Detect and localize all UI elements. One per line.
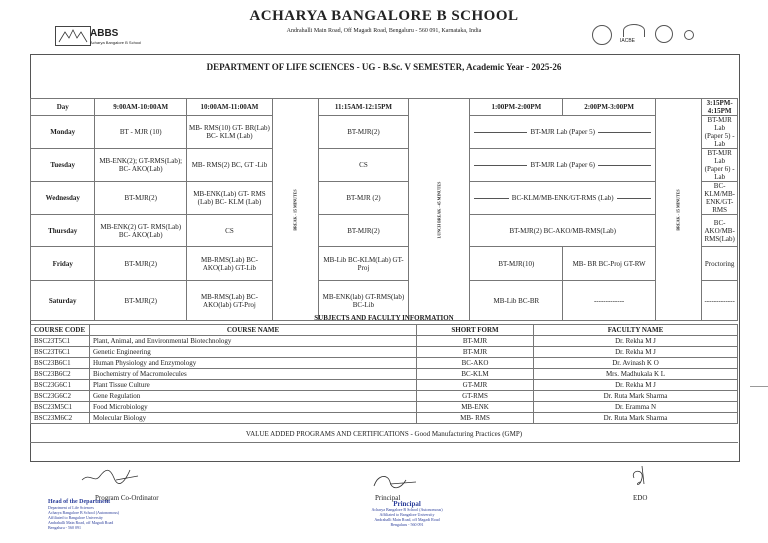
slot-cell: MB-RMS(Lab) BC-AKO(Lab) GT-Lib — [186, 247, 272, 281]
slot-cell: BT-MJR(2) — [95, 281, 187, 321]
table-row — [31, 380, 738, 391]
hod-stamp — [48, 500, 138, 530]
course-name: Plant, Animal, and Environmental Biotechnology — [90, 336, 417, 347]
slot-cell: MB-ENK(2) GT- RMS(Lab) BC- AKO(Lab) — [95, 215, 187, 247]
break2-column: BREAK - 15 MINUTES — [656, 99, 702, 321]
slot-cell: MB- RMS(10) GT- BR(Lab) BC- KLM (Lab) — [186, 116, 272, 149]
empty-row — [30, 442, 738, 461]
stamp-line: Acharya Bangalore B School (Autonomous) — [371, 507, 443, 512]
faculty-name: Mrs. Madhukala K L — [534, 369, 738, 380]
col-slot-3: 11:15AM-12:15PM — [319, 99, 409, 116]
course-name: Gene Regulation — [90, 391, 417, 402]
course-code: BSC23G6C1 — [31, 380, 90, 391]
school-title: ACHARYA BANGALORE B SCHOOL — [249, 8, 519, 24]
col-slot-6: 3:15PM-4:15PM — [702, 99, 738, 116]
coordinator-label: Program Co-Ordinator — [95, 494, 159, 502]
iacbe-label: IACBE — [620, 38, 636, 44]
course-code: BSC23B6C2 — [31, 369, 90, 380]
table-row — [31, 336, 738, 347]
principal-label: Principal — [375, 494, 401, 502]
col-slot-4: 1:00PM-2:00PM — [470, 99, 563, 116]
col-slot-2: 10:00AM-11:00AM — [186, 99, 272, 116]
stamp-line: Bengaluru - 560 091 — [390, 522, 424, 527]
stamp-line: Andrahalli Main Road, off Magadi Road — [374, 517, 440, 522]
table-row — [31, 358, 738, 369]
slot-cell: BT-MJR(2) — [319, 215, 409, 247]
short-form: GT-RMS — [417, 391, 534, 402]
day-cell: Monday — [31, 116, 95, 149]
table-row — [31, 391, 738, 402]
short-form: MB- RMS — [417, 413, 534, 424]
principal-stamp-title: Principal — [393, 500, 421, 508]
lab-span-cell: BC-KLM/MB-ENK/GT-RMS (Lab) — [470, 182, 656, 215]
table-row — [31, 182, 738, 215]
margin-mark — [750, 386, 768, 387]
principal-signature-icon — [370, 470, 420, 497]
table-row — [31, 149, 738, 182]
course-name: Molecular Biology — [90, 413, 417, 424]
university-seal-icon — [592, 25, 612, 45]
faculty-name: Dr. Rekha M J — [534, 336, 738, 347]
logo-subtitle: Acharya Bangalore B School — [90, 40, 142, 45]
course-code: BSC23B6C1 — [31, 358, 90, 369]
course-code: BSC23M5C1 — [31, 402, 90, 413]
break-column: BREAK - 15 MINUTES — [272, 99, 318, 321]
day-cell: Saturday — [31, 281, 95, 321]
slot-cell: CS — [319, 149, 409, 182]
slot-cell: ------------- — [563, 281, 656, 321]
slot-cell: MB- RMS(2) BC, GT -Lib — [186, 149, 272, 182]
table-row — [31, 116, 738, 149]
lab-span-cell: BT-MJR Lab (Paper 6) — [470, 149, 656, 182]
timetable-header-row — [31, 99, 738, 116]
timetable — [30, 98, 738, 321]
stamp-line: Andrahalli Main Road, off Magadi Road — [48, 520, 114, 525]
col-course-name: COURSE NAME — [90, 325, 417, 336]
accreditation-seal-icon — [655, 25, 673, 43]
short-form: MB-ENK — [417, 402, 534, 413]
course-code: BSC23T5C1 — [31, 336, 90, 347]
table-row — [31, 369, 738, 380]
course-code: BSC23M6C2 — [31, 413, 90, 424]
table-row — [31, 402, 738, 413]
faculty-name: Dr. Rekha M J — [534, 380, 738, 391]
course-name: Plant Tissue Culture — [90, 380, 417, 391]
short-form: BT-MJR — [417, 347, 534, 358]
lab-span-cell: BT-MJR Lab (Paper 5) — [470, 116, 656, 149]
principal-stamp — [352, 502, 462, 527]
course-name: Human Physiology and Enzymology — [90, 358, 417, 369]
stamp-line: Affiliated to Bangalore University — [48, 515, 103, 520]
slot-cell: MB-Lib BC-KLM(Lab) GT- Proj — [319, 247, 409, 281]
logo-name: ABBS — [90, 28, 119, 39]
stamp-line: Acharya Bangalore B School (Autonomous) — [48, 510, 120, 515]
course-name: Food Microbiology — [90, 402, 417, 413]
course-name: Genetic Engineering — [90, 347, 417, 358]
slot-cell: BT-MJR (2) — [319, 182, 409, 215]
col-slot-1: 9:00AM-10:00AM — [95, 99, 187, 116]
faculty-name: Dr. Rekha M J — [534, 347, 738, 358]
day-cell: Wednesday — [31, 182, 95, 215]
course-name: Biochemistry of Macromolecules — [90, 369, 417, 380]
slot-cell: MB-ENK(lab) GT-RMS(lab) BC-Lib — [319, 281, 409, 321]
slot-cell: BT-MJR Lab (Paper 6) -Lab — [702, 149, 738, 182]
slot-cell: BT-MJR(2) — [95, 182, 187, 215]
col-slot-5: 2:00PM-3:00PM — [563, 99, 656, 116]
table-row — [31, 413, 738, 424]
lab-span-cell: BT-MJR(2) BC-AKO/MB-RMS(Lab) — [470, 215, 656, 247]
faculty-name: Dr. Avinash K O — [534, 358, 738, 369]
slot-cell: BC-KLM/MB-ENK/GT-RMS — [702, 182, 738, 215]
table-row — [31, 347, 738, 358]
edo-label: EDO — [633, 494, 648, 502]
subjects-table — [30, 324, 738, 424]
faculty-name: Dr. Eramma N — [534, 402, 738, 413]
slot-cell: BT-MJR(10) — [470, 247, 563, 281]
short-form: GT-MJR — [417, 380, 534, 391]
course-code: BSC23G6C2 — [31, 391, 90, 402]
course-code: BSC23T6C1 — [31, 347, 90, 358]
day-cell: Thursday — [31, 215, 95, 247]
slot-cell: MB-ENK(2); GT-RMS(Lab); BC- AKO(Lab) — [95, 149, 187, 182]
col-faculty-name: FACULTY NAME — [534, 325, 738, 336]
slot-cell: MB-Lib BC-BR — [470, 281, 563, 321]
slot-cell: CS — [186, 215, 272, 247]
day-cell: Friday — [31, 247, 95, 281]
small-seal-icon — [684, 30, 694, 40]
school-address: Andrahalli Main Road, Off Magadi Road, Bengaluru - 560 091, Karnataka, India — [286, 28, 482, 34]
subjects-header-row — [31, 325, 738, 336]
value-added-programs: VALUE ADDED PROGRAMS AND CERTIFICATIONS - Good Manufacturing Practices (GMP) — [245, 430, 523, 438]
subjects-heading: SUBJECTS AND FACULTY INFORMATION — [314, 314, 454, 322]
table-row — [31, 215, 738, 247]
table-row — [31, 247, 738, 281]
col-day: Day — [31, 99, 95, 116]
slot-cell: MB-ENK(Lab) GT- RMS (Lab) BC- KLM (Lab) — [186, 182, 272, 215]
short-form: BC-KLM — [417, 369, 534, 380]
stamp-line: Department of Life Sciences — [48, 505, 94, 510]
slot-cell: BC-AKO/MB-RMS(Lab) — [702, 215, 738, 247]
slot-cell: MB- BR BC-Proj GT-RW — [563, 247, 656, 281]
short-form: BC-AKO — [417, 358, 534, 369]
slot-cell: Proctoring — [702, 247, 738, 281]
stamp-line: Affiliated to Bangalore University — [379, 512, 435, 517]
department-title: DEPARTMENT OF LIFE SCIENCES - UG - B.Sc. V SEMESTER, Academic Year - 2025-26 — [206, 62, 562, 72]
col-short-form: SHORT FORM — [417, 325, 534, 336]
slot-cell: BT-MJR(2) — [95, 247, 187, 281]
iacbe-logo-icon — [623, 24, 645, 37]
slot-cell: BT-MJR(2) — [319, 116, 409, 149]
slot-cell: BT - MJR (10) — [95, 116, 187, 149]
faculty-name: Dr. Ruta Mark Sharma — [534, 413, 738, 424]
coordinator-signature-icon — [80, 462, 140, 493]
faculty-name: Dr. Ruta Mark Sharma — [534, 391, 738, 402]
slot-cell: BT-MJR Lab (Paper 5) -Lab — [702, 116, 738, 149]
edo-signature-icon — [628, 464, 652, 493]
short-form: BT-MJR — [417, 336, 534, 347]
hod-stamp-title: Head of the Department — [48, 499, 111, 505]
col-course-code: COURSE CODE — [31, 325, 90, 336]
slot-cell: ------------- — [702, 281, 738, 321]
slot-cell: MB-RMS(Lab) BC-AKO(lab) GT-Proj — [186, 281, 272, 321]
stamp-line: Bengaluru - 560 091 — [48, 525, 81, 530]
lunch-break-column: LUNCH BREAK - 45 MINUTES — [408, 99, 470, 321]
day-cell: Tuesday — [31, 149, 95, 182]
